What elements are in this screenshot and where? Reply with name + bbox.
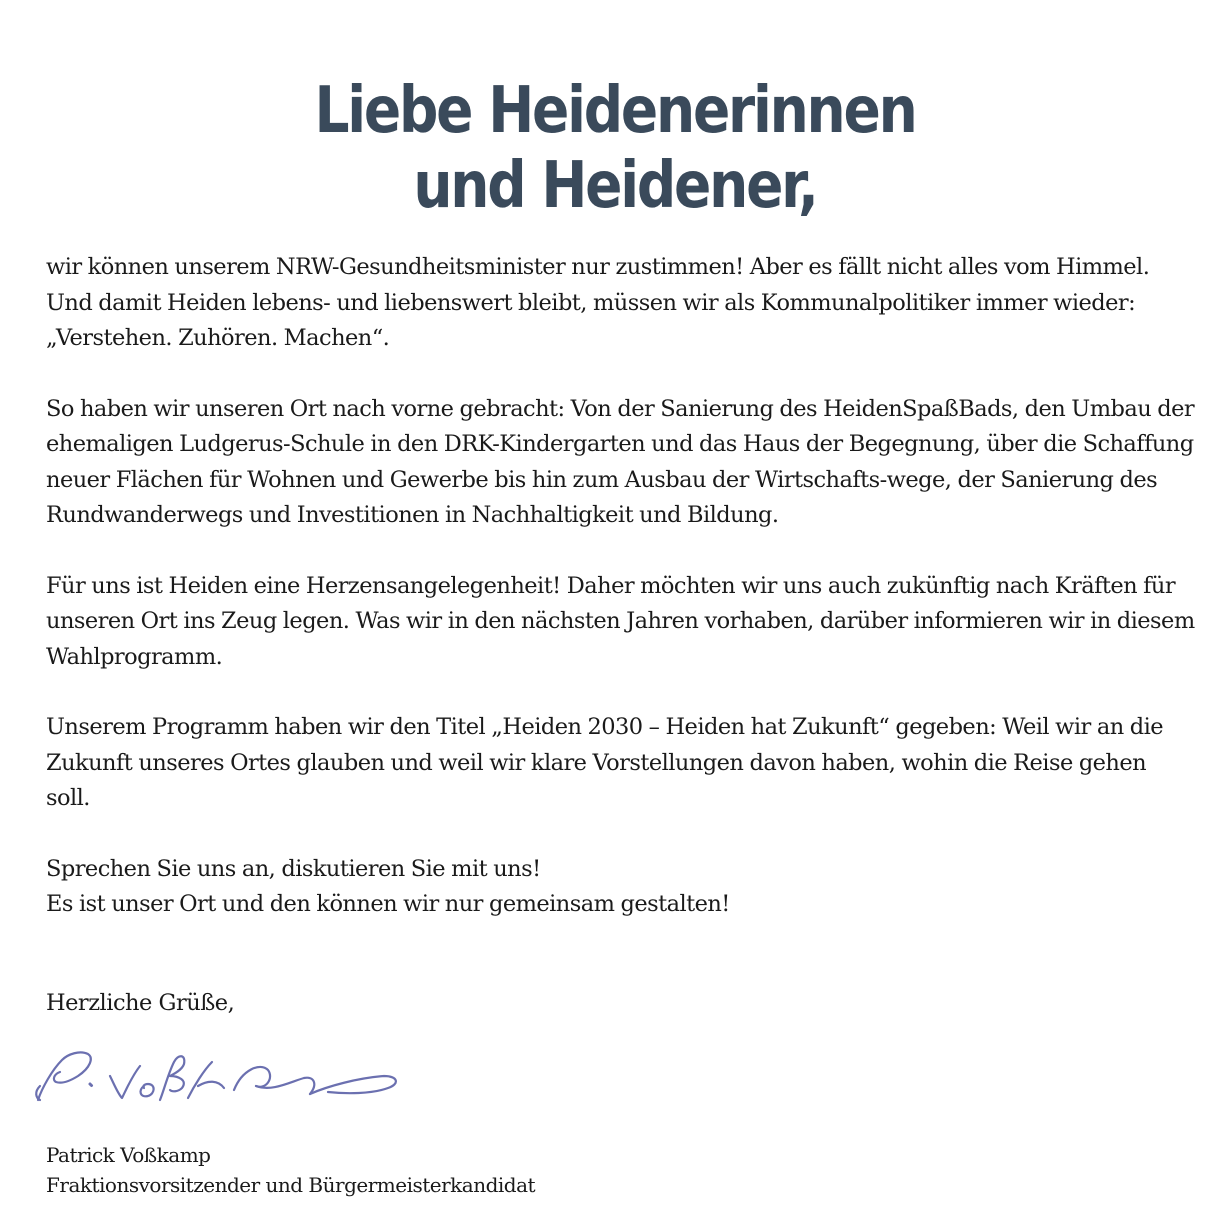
title-line-1: Liebe Heidenerinnen [314, 74, 916, 148]
closing-line-1: Sprechen Sie uns an, diskutieren Sie mit uns! [46, 855, 541, 882]
paragraph-program-title: Unserem Programm haben wir den Titel „Heiden 2030 – Heiden hat Zukunft“ gegeben: Weil wir an die Zukunft unseres Ortes glauben und weil wir klare Vorstellungen davon haben, wohin die Reise gehen soll. [46, 714, 1164, 811]
paragraph-intro: wir können unserem NRW-Gesundheitsminister nur zustimmen! Aber es fällt nicht alles vom Himmel. Und damit Heiden lebens- und liebenswert bleibt, müssen wir als Kommunalpolitiker immer wieder: „Verstehen. Zuhören. Machen“. [46, 254, 1150, 351]
signoff: Herzliche Grüße, [46, 990, 235, 1016]
signer-block [46, 1140, 535, 1200]
signer-name: Patrick Voßkamp [46, 1143, 211, 1167]
letter-body [46, 250, 1196, 958]
closing-line-2: Es ist unser Ort und den können wir nur gemeinsam gestalten! [46, 891, 730, 917]
handwritten-signature [28, 1040, 408, 1115]
paragraph-commitment: Für uns ist Heiden eine Herzensangelegenheit! Daher möchten wir uns auch zukünftig nach Kräften für unseren Ort ins Zeug legen. Was wir in den nächsten Jahren vorhaben, darüber informieren wir in diesem Wahlprogramm. [46, 572, 1195, 670]
paragraph-closing [46, 852, 1196, 923]
signer-role: Fraktionsvorsitzender und Bürgermeisterkandidat [46, 1173, 536, 1197]
paragraph-achievements: So haben wir unseren Ort nach vorne gebracht: Von der Sanierung des HeidenSpaßBads, den Umbau der ehemaligen Ludgerus-Schule in den DRK-Kindergarten und das Haus der Begegnung, über die Schaffung neuer Flächen für Wohnen und Gewerbe bis hin zum Ausbau der Wirtschafts-wege, der Sanierung des Rundwanderwegs und Investitionen in Nachhaltigkeit und Bildung. [46, 395, 1195, 528]
page-title [86, 74, 1144, 224]
title-line-2: und Heidener, [413, 149, 817, 223]
